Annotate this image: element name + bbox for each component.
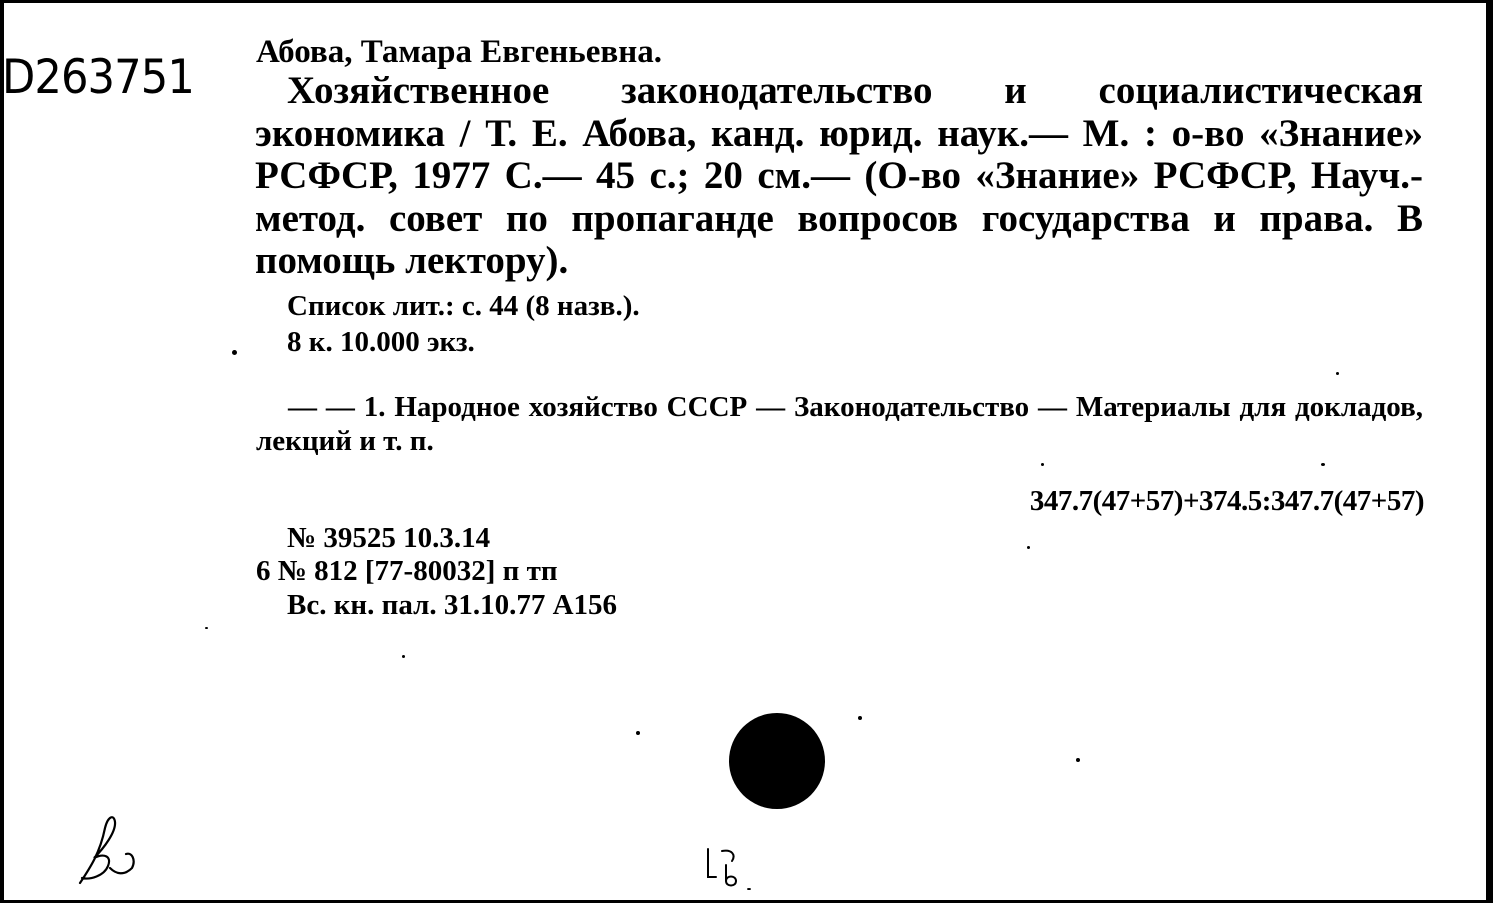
punch-hole xyxy=(729,713,825,809)
classification-index: 347.7(47+57)+374.5:347.7(47+57) xyxy=(1029,485,1424,517)
stamp-mark xyxy=(702,843,758,893)
title-description xyxy=(255,70,1423,283)
order-number-line: 6 № 812 [77-80032] п тп xyxy=(256,555,558,587)
subject-heading xyxy=(256,390,1423,458)
speck xyxy=(1321,463,1325,466)
speck xyxy=(232,350,237,355)
subject-heading-text: — — 1. Народное хозяйство СССР — Законодательство — Материалы для докладов, лекций и т. п. xyxy=(256,391,1423,457)
speck xyxy=(858,716,862,720)
call-number: D263751 xyxy=(2,50,194,105)
speck xyxy=(205,627,208,629)
handwritten-mark xyxy=(70,808,150,888)
card-border-left xyxy=(0,0,4,903)
speck xyxy=(636,731,640,735)
speck xyxy=(1336,372,1339,375)
record-number-line: № 39525 10.3.14 xyxy=(287,522,491,554)
price-print-run: 8 к. 10.000 экз. xyxy=(287,326,475,358)
speck xyxy=(1027,546,1030,549)
speck xyxy=(402,655,405,658)
speck xyxy=(1041,463,1044,466)
speck xyxy=(1076,758,1080,762)
book-chamber-line: Вс. кн. пал. 31.10.77 А156 xyxy=(287,589,618,621)
card-border-top xyxy=(0,0,1493,3)
title-description-text: Хозяйственное законодательство и социалистическая экономика / Т. Е. Абова, канд. юрид. наук.— М. : о-во «Знание» РСФСР, 1977 С.— 45 с.; 20 см.— (О-во «Знание» РСФСР, Науч.-метод. совет по пропаганде вопросов государства и права. В помощь лектору). xyxy=(255,69,1423,283)
bibliography-note: Список лит.: с. 44 (8 назв.). xyxy=(287,290,640,322)
author-heading: Абова, Тамара Евгеньевна. xyxy=(256,34,662,70)
card-border-right xyxy=(1486,0,1493,903)
